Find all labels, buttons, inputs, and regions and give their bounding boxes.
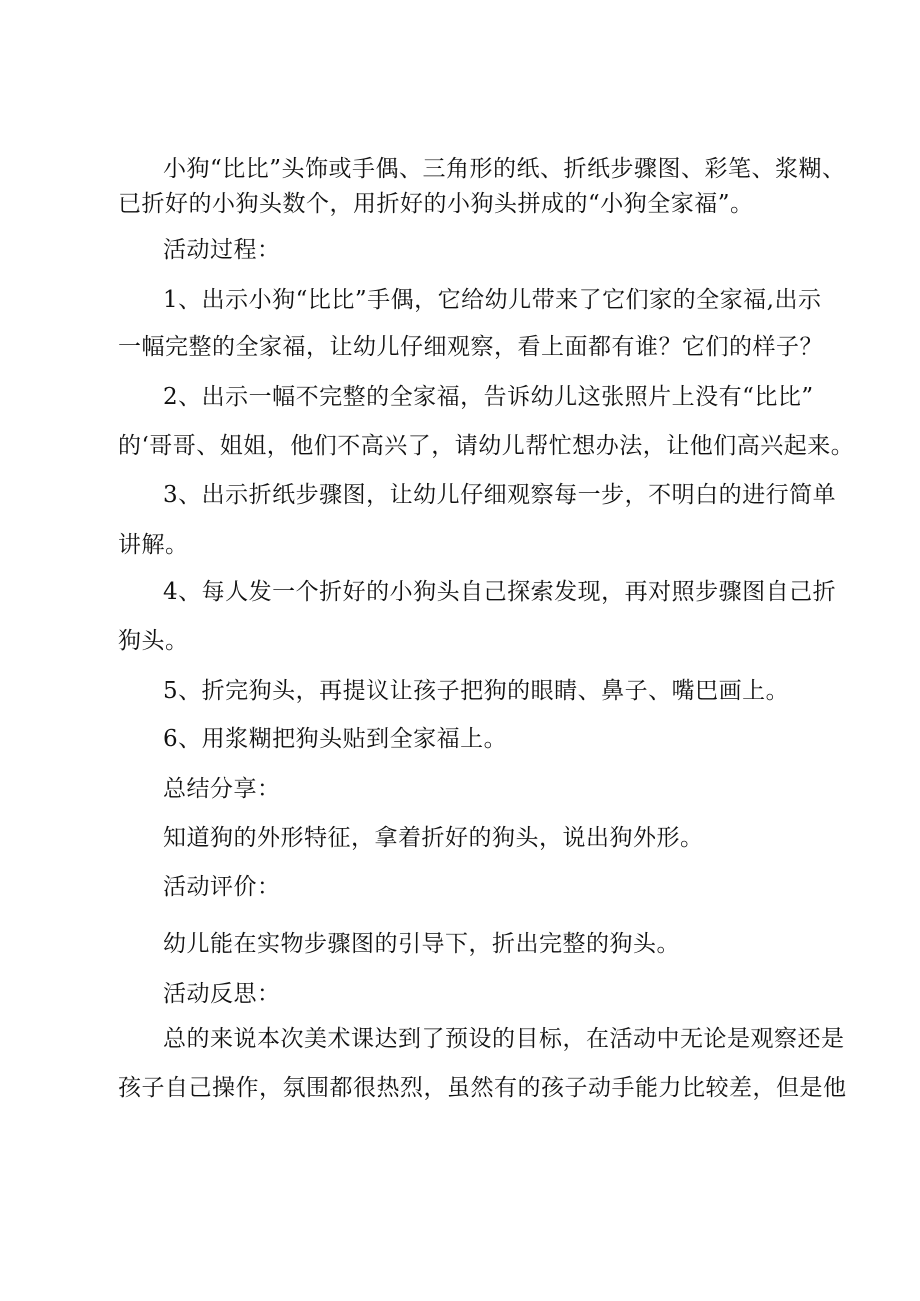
- summary-text: 知道狗的外形特征，拿着折好的狗头，说出狗外形。: [163, 825, 704, 851]
- step-2-line-2: 的‘哥哥、姐姐，他们不高兴了，请幼儿帮忙想办法，让他们高兴起来。: [118, 433, 855, 459]
- section-heading-process: 活动过程：: [163, 237, 281, 263]
- reflection-line-1: 总的来说本次美术课达到了预设的目标，在活动中无论是观察还是: [163, 1026, 845, 1052]
- materials-line-2: 已折好的小狗头数个，用折好的小狗头拼成的“小狗全家福”。: [118, 191, 754, 217]
- section-heading-summary: 总结分享：: [163, 776, 281, 802]
- step-6-line: 6、用浆糊把狗头贴到全家福上。: [163, 726, 508, 752]
- section-heading-reflection: 活动反思：: [163, 981, 281, 1007]
- step-4-line-2: 狗头。: [118, 628, 189, 654]
- step-2-line-1: 2、出示一幅不完整的全家福，告诉幼儿这张照片上没有“比比”: [163, 384, 814, 410]
- section-heading-evaluation: 活动评价：: [163, 874, 281, 900]
- materials-line-1: 小狗“比比”头饰或手偶、三角形的纸、折纸步骤图、彩笔、浆糊、: [163, 156, 846, 182]
- step-5-line: 5、折完狗头，再提议让孩子把狗的眼睛、鼻子、嘴巴画上。: [163, 678, 790, 704]
- step-3-line-2: 讲解。: [118, 532, 189, 558]
- step-1-line-1: 1、出示小狗“比比”手偶，它给幼儿带来了它们家的全家福,出示: [163, 287, 822, 313]
- evaluation-text: 幼儿能在实物步骤图的引导下，折出完整的狗头。: [163, 931, 680, 957]
- step-4-line-1: 4、每人发一个折好的小狗头自己探索发现，再对照步骤图自己折: [163, 579, 837, 605]
- reflection-line-2: 孩子自己操作，氛围都很热烈，虽然有的孩子动手能力比较差，但是他: [118, 1075, 847, 1101]
- step-1-line-2: 一幅完整的全家福，让幼儿仔细观察，看上面都有谁？它们的样子？: [118, 334, 823, 360]
- step-3-line-1: 3、出示折纸步骤图，让幼儿仔细观察每一步，不明白的进行简单: [163, 482, 837, 508]
